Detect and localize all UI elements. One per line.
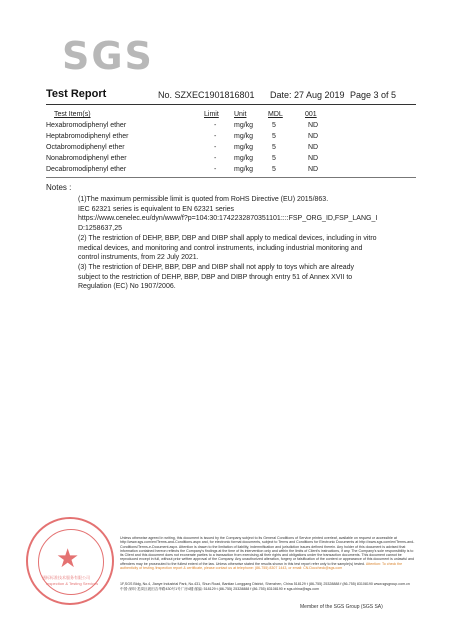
- table-row: [46, 166, 416, 177]
- note-1-standard: IEC 62321 series is equivalent to EN 62321 series: [78, 205, 235, 213]
- address-cn: 中国·深圳·龙岗区坂田吉华路430号1号厂房4楼 邮编: 518129 t (86-755) 25328888 f (86-755) 83108190 e sgs.china@sgs.com: [120, 587, 319, 591]
- row-limit: -: [214, 122, 217, 129]
- notes-label: Notes :: [46, 183, 72, 192]
- report-title: Test Report: [46, 88, 107, 100]
- table-row: [46, 133, 416, 144]
- row-limit: -: [214, 144, 217, 151]
- note-2: (2) The restriction of DEHP, BBP, DBP and DIBP shall apply to medical devices, including in vitro medical devices, and monitoring and control instruments, including industrial monitoring and control instruments, from 22 July 2021.: [78, 234, 377, 262]
- header-rule: [46, 104, 416, 105]
- company-seal-stamp: [26, 517, 114, 605]
- seal-text: 通标标准技术服务有限公司: [42, 575, 90, 580]
- row-limit: -: [214, 166, 217, 173]
- table-bottom-rule: [46, 177, 416, 178]
- sgs-logo: SGS: [62, 34, 154, 78]
- row-unit: mg/kg: [234, 155, 254, 162]
- notes-body: [78, 195, 378, 292]
- row-unit: mg/kg: [234, 133, 254, 140]
- table-row: [46, 122, 416, 133]
- row-unit: mg/kg: [234, 166, 254, 173]
- row-unit: mg/kg: [234, 144, 254, 151]
- col-test-items: Test Item(s): [54, 111, 91, 118]
- row-result: ND: [308, 166, 319, 173]
- address-en: 1F,SGS Bldg, No.4, Jianye Industrial Park, No.431, Shun Road, Bantian Longgang District, Shenzhen, China 518129 t (86-755) 25328888 f (86-755) 83108190 www.sgsgroup.com.cn: [120, 582, 410, 586]
- col-unit: Unit: [234, 111, 247, 118]
- star-icon: ★: [56, 543, 80, 573]
- seal-text-en: Inspection & Testing Services: [46, 581, 99, 586]
- row-unit: mg/kg: [234, 122, 254, 129]
- note-1: (1)The maximum permissible limit is quoted from RoHS Directive (EU) 2015/863.: [78, 196, 329, 203]
- row-result: ND: [308, 144, 319, 151]
- page-indicator: Page 3 of 5: [350, 90, 397, 100]
- row-mdl: 5: [272, 122, 276, 129]
- authenticity-notice: Attention: To check the authenticity of testing /inspection report & certificate, please contact us at telephone: (86-755) 8307 1443, or email: CN.Doccheck@sgs.com: [120, 561, 403, 571]
- member-line: Member of the SGS Group (SGS SA): [300, 604, 383, 610]
- col-mdl: MDL: [268, 111, 283, 118]
- col-limit: Limit: [204, 111, 219, 118]
- table-row: [46, 144, 416, 155]
- table-row: [46, 155, 416, 166]
- terms-text: Unless otherwise agreed in writing, this document is issued by the Company subject to its General Conditions of Service printed overleaf, available on request or accessible at http://www.sgs.com/en/Terms-and-Conditions.aspx and, for electronic format documents, subject to Terms and Conditions for Electronic Documents at http://www.sgs.com/en/Terms-and-Conditions/Terms-e-Document.aspx. Attention is drawn to the limitation of liability, indemnification and jurisdiction issues defined therein. Any holder of this document is advised that information contained hereon reflects the Company's findings at the time of its intervention only and within the limits of Client's instructions, if any. The Company's sole responsibility is to its Client and this document does not exonerate parties to a transaction from exercising all their rights and obligations under the transaction documents. This document cannot be reproduced except in full, without prior written approval of the Company. Any unauthorized alteration, forgery or falsification of the content or appearance of this document is unlawful and offenders may be prosecuted to the fullest extent of the law. Unless otherwise stated the results shown in this test report refer only to the sample(s) tested.: [120, 536, 415, 566]
- row-limit: -: [214, 133, 217, 140]
- row-mdl: 5: [272, 133, 276, 140]
- report-number: No. SZXEC1901816801: [158, 90, 255, 100]
- row-mdl: 5: [272, 144, 276, 151]
- row-result: ND: [308, 133, 319, 140]
- note-1-link[interactable]: https://www.cenelec.eu/dyn/www/f?p=104:30:1742232870351101::::FSP_ORG_ID,FSP_LANG_ID:1258637,25: [78, 215, 378, 233]
- row-item: Nonabromodiphenyl ether: [46, 155, 127, 162]
- row-result: ND: [308, 122, 319, 129]
- col-sample-001: 001: [305, 111, 317, 118]
- report-date: Date: 27 Aug 2019: [270, 90, 345, 100]
- row-limit: -: [214, 155, 217, 162]
- row-item: Octabromodiphenyl ether: [46, 144, 125, 151]
- note-3: (3) The restriction of DEHP, BBP, DBP and DIBP shall not apply to toys which are already subject to the restriction of DEHP, BBP, DBP and DIBP through entry 51 of Annex XVII to Regulation (EC) No 1907/2006.: [78, 263, 354, 291]
- row-item: Hexabromodiphenyl ether: [46, 122, 127, 129]
- row-mdl: 5: [272, 155, 276, 162]
- row-mdl: 5: [272, 166, 276, 173]
- row-item: Heptabromodiphenyl ether: [46, 133, 129, 140]
- terms-fine-print: [120, 536, 416, 570]
- row-result: ND: [308, 155, 319, 162]
- row-item: Decabromodiphenyl ether: [46, 166, 127, 173]
- footer-address: [120, 582, 420, 592]
